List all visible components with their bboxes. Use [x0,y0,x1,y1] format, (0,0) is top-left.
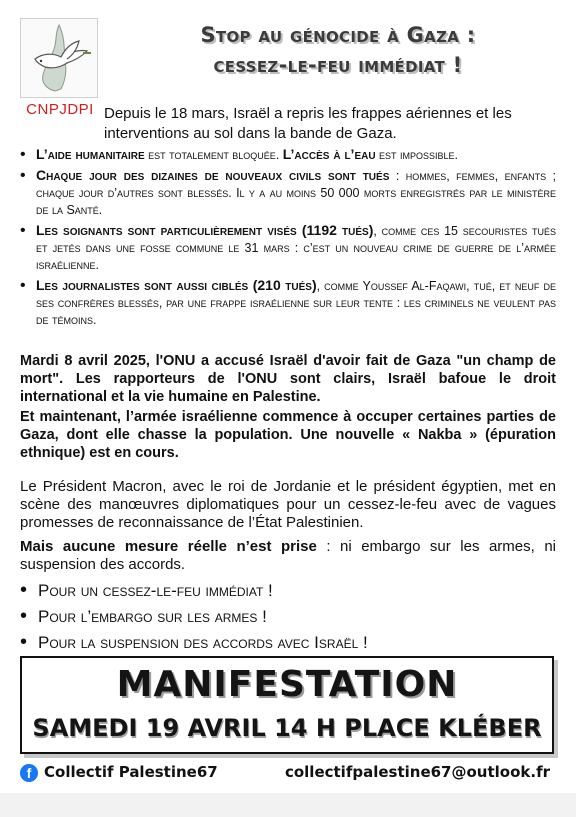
bullet-text: , comme Youssef Al-Faqawi, tué, et neuf de ses confrères blessés, par une frappe israélienne sur leur tente : les criminels ne veulent pas de témoins. [36,279,556,327]
bullet-text: : hommes, femmes, enfants ; chaque jour d’autres sont blessés. Il y a au moins 50 000 morts enregistrés par le ministère de la Santé. [36,169,556,217]
demand-item: • Pour un cessez-le-feu immédiat ! [20,578,556,604]
dove-map-emblem [20,18,98,98]
list-item [20,167,556,219]
event-box [20,656,554,754]
bullet-lead: Les journalistes sont aussi ciblés (210 tués) [36,277,317,293]
demand-item: • Pour la suspension des accords avec Israël ! [20,630,556,656]
bullet-lead: L’accès à l’eau [282,146,376,162]
list-item [20,146,556,164]
no-measure-lead: Mais aucune mesure réelle n’est prise [20,538,317,555]
no-measure-rest: : ni embargo sur les armes, ni suspension des accords. [20,538,556,573]
logo-text: CNPJDPI [26,101,94,118]
bullet-text: est impossible. [375,148,459,162]
demands-list [20,578,556,656]
paragraph-no-measure [20,538,556,574]
facts-list [20,146,556,332]
list-item [20,277,556,329]
page-title [118,20,558,80]
bullet-lead: L’aide humanitaire [36,146,145,162]
demand-item: • Pour l’embargo sur les armes ! [20,604,556,630]
bullet-lead: Chaque jour des dizaines de nouveaux civils sont tués [36,167,390,183]
title-line-1: Stop au génocide à Gaza : [200,23,476,47]
bullet-text: est totalement bloquée. [144,148,283,162]
title-line-2: cessez-le-feu immédiat ! [213,53,463,77]
paragraph-macron: Le Président Macron, avec le roi de Jordanie et le président égyptien, met en scène des manœuvres diplomatiques pour un cessez-le-feu avec de vagues promesses de reconnaissance de l’État Palestinien. [20,478,556,531]
intro-text: Depuis le 18 mars, Israël a repris les frappes aériennes et les interventions au sol dans la bande de Gaza. [104,105,512,142]
footer [20,762,556,788]
dove-icon [21,19,97,97]
event-title: MANIFESTATION [116,664,458,705]
list-item [20,222,556,274]
event-details: SAMEDI 19 AVRIL 14 H PLACE KLÉBER [32,714,542,742]
bottom-margin [0,793,576,817]
paragraph-occupation: Et maintenant, l’armée israélienne commence à occuper certaines parties de Gaza, dont elle chasse la population. Une nouvelle « Nakba » (épuration ethnique) est en cours. [20,409,556,461]
contact-email-link[interactable]: collectifpalestine67@outlook.fr [284,763,550,781]
bullet-text: , comme ces 15 secouristes tués et jetés dans une fosse commune le 31 mars : c’est un nouveau crime de guerre de l’armée israélienne. [36,224,556,272]
paragraph-onu: Mardi 8 avril 2025, l'ONU a accusé Israël d'avoir fait de Gaza "un champ de mort". Les rapporteurs de l'ONU sont clairs, Israël bafoue le droit international et la vie humaine en Palestine. [20,353,556,405]
bullet-lead: Les soignants sont particulièrement visés (1192 tués) [36,222,374,238]
cnpjdpi-logo [20,18,98,136]
facebook-icon[interactable]: f [20,764,38,782]
facebook-page-link[interactable]: Collectif Palestine67 [44,763,218,781]
